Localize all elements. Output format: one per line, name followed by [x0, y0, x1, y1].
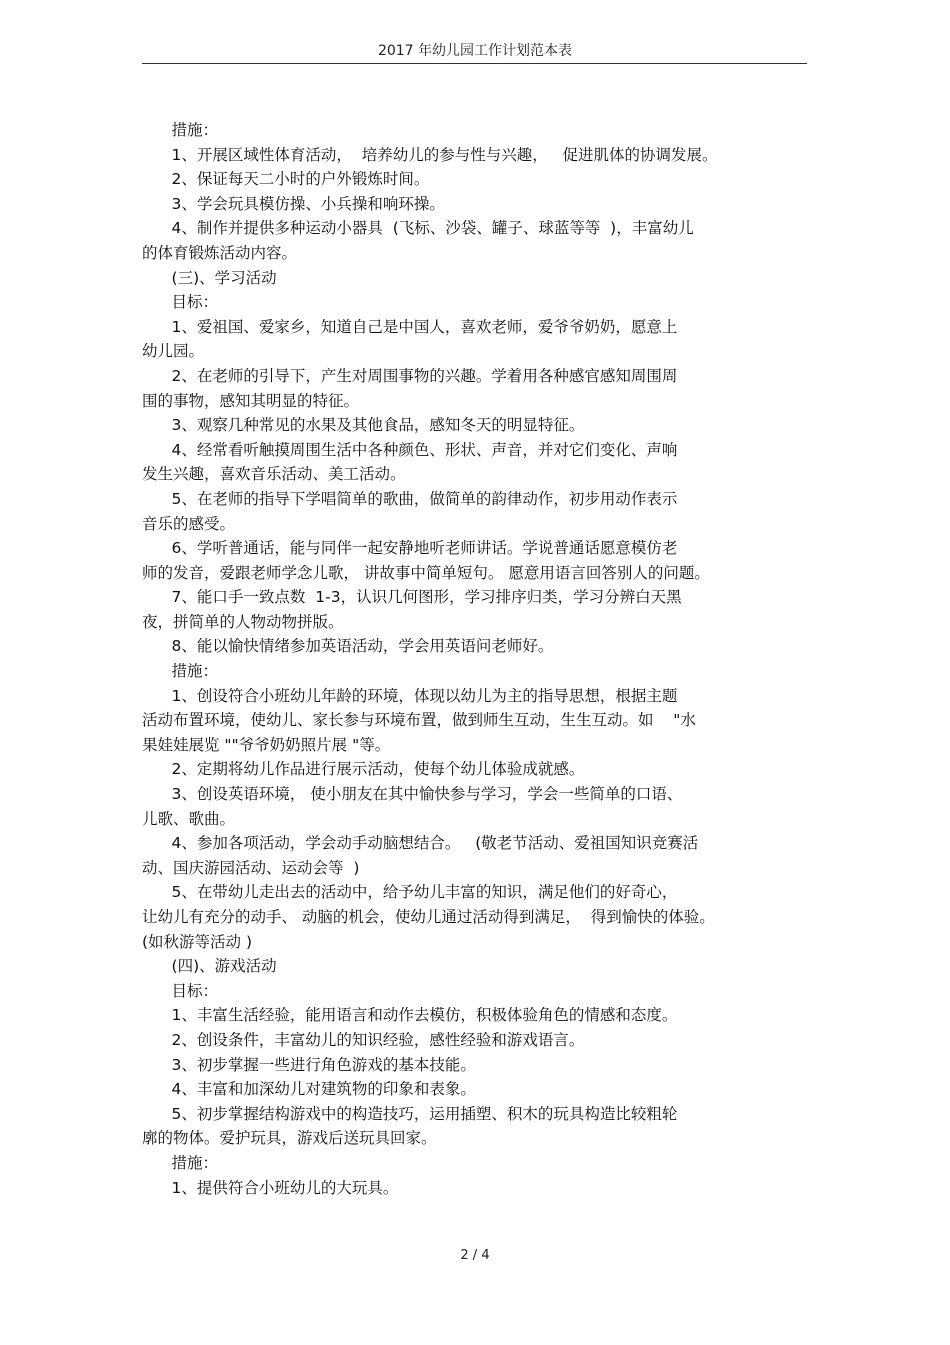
text-line: 目标：	[142, 981, 219, 1000]
text-line: 5、初步掌握结构游戏中的构造技巧，运用插塑、积木的玩具构造比较粗轮	[142, 1104, 678, 1123]
text-line: 3、观察几种常见的水果及其他食品，感知冬天的明显特征。	[142, 416, 585, 435]
text-line: 活动布置环境，使幼儿、家长参与环境布置，做到师生互动，生生互动。如 "水	[142, 711, 696, 730]
text-line: 1、提供符合小班幼儿的大玩具。	[142, 1178, 399, 1197]
text-line: 动、国庆游园活动、运动会等 )	[142, 858, 360, 877]
text-line: (四)、游戏活动	[142, 957, 277, 976]
text-line: 的体育锻炼活动内容。	[142, 243, 298, 262]
text-line: 让幼儿有充分的动手、 动脑的机会，使幼儿通过活动得到满足， 得到愉快的体验。	[142, 908, 715, 926]
text-line: 师的发音，爱跟老师学念儿歌， 讲故事中简单短句。 愿意用语言回答别人的问题。	[142, 563, 710, 582]
page-header-title: 2017 年幼儿园工作计划范本表	[377, 43, 573, 59]
text-line: 廓的物体。爱护玩具，游戏后送玩具回家。	[142, 1129, 437, 1148]
text-line: 围的事物，感知其明显的特征。	[142, 391, 360, 410]
text-line: 1、创设符合小班幼儿年龄的环境，体现以幼儿为主的指导思想，根据主题	[142, 686, 678, 705]
text-line: 措施：	[142, 1153, 219, 1172]
text-line: 5、在带幼儿走出去的活动中，给予幼儿丰富的知识，满足他们的好奇心，	[142, 883, 678, 902]
text-line: 2、创设条件，丰富幼儿的知识经验，感性经验和游戏语言。	[142, 1030, 585, 1049]
text-line: 2、在老师的引导下，产生对周围事物的兴趣。学着用各种感官感知周围周	[142, 366, 678, 385]
text-line: 目标：	[142, 293, 219, 312]
text-line: 3、初步掌握一些进行角色游戏的基本技能。	[142, 1055, 476, 1074]
text-line: 3、创设英语环境， 使小朋友在其中愉快参与学习，学会一些简单的口语、	[142, 785, 683, 804]
text-line: 4、丰富和加深幼儿对建筑物的印象和表象。	[142, 1080, 476, 1099]
text-line: 措施：	[142, 121, 219, 139]
text-line: 5、在老师的指导下学唱简单的歌曲，做简单的韵律动作，初步用动作表示	[142, 489, 678, 508]
text-line: (如秋游等活动 )	[142, 932, 253, 951]
text-line: 2、定期将幼儿作品进行展示活动，使每个幼儿体验成就感。	[142, 760, 585, 779]
text-line: 措施：	[142, 662, 219, 681]
text-line: 6、学听普通话，能与同伴一起安静地听老师讲话。学说普通话愿意模仿老	[142, 539, 678, 558]
text-line: 1、丰富生活经验，能用语言和动作去模仿，积极体验角色的情感和态度。	[142, 1006, 678, 1025]
text-line: 4、参加各项活动，学会动手动脑想结合。 (敬老节活动、爱祖国知识竞赛活	[142, 834, 699, 853]
header-divider	[142, 63, 807, 64]
text-line: 果娃娃展览 ""爷爷奶奶照片展 "等。	[142, 735, 391, 754]
text-line: 儿歌、歌曲。	[142, 809, 236, 828]
text-line: 1、爱祖国、爱家乡，知道自己是中国人，喜欢老师，爱爷爷奶奶，愿意上	[142, 317, 678, 336]
text-line: 7、能口手一致点数 1-3，认识几何图形，学习排序归类，学习分辨白天黑	[142, 588, 682, 607]
text-line: 音乐的感受。	[142, 514, 236, 533]
document-body	[142, 118, 807, 1200]
text-line: 8、能以愉快情绪参加英语活动，学会用英语问老师好。	[142, 637, 554, 656]
text-line: 2、保证每天二小时的户外锻炼时间。	[142, 170, 430, 189]
text-line: 1、开展区域性体育活动， 培养幼儿的参与性与兴趣， 促进肌体的协调发展。	[142, 145, 718, 164]
text-line: 幼儿园。	[142, 342, 205, 361]
text-line: 3、学会玩具模仿操、小兵操和响环操。	[142, 194, 445, 213]
text-line: 4、制作并提供多种运动小器具 (飞标、沙袋、罐子、球蓝等等 )，丰富幼儿	[142, 219, 694, 238]
text-line: (三)、学习活动	[142, 268, 277, 287]
text-line: 发生兴趣，喜欢音乐活动、美工活动。	[142, 465, 406, 484]
text-line: 夜，拼简单的人物动物拼版。	[142, 612, 344, 631]
page-number: 2 / 4	[460, 1248, 490, 1263]
text-line: 4、经常看听触摸周围生活中各种颜色、形状、声音，并对它们变化、声响	[142, 440, 678, 459]
